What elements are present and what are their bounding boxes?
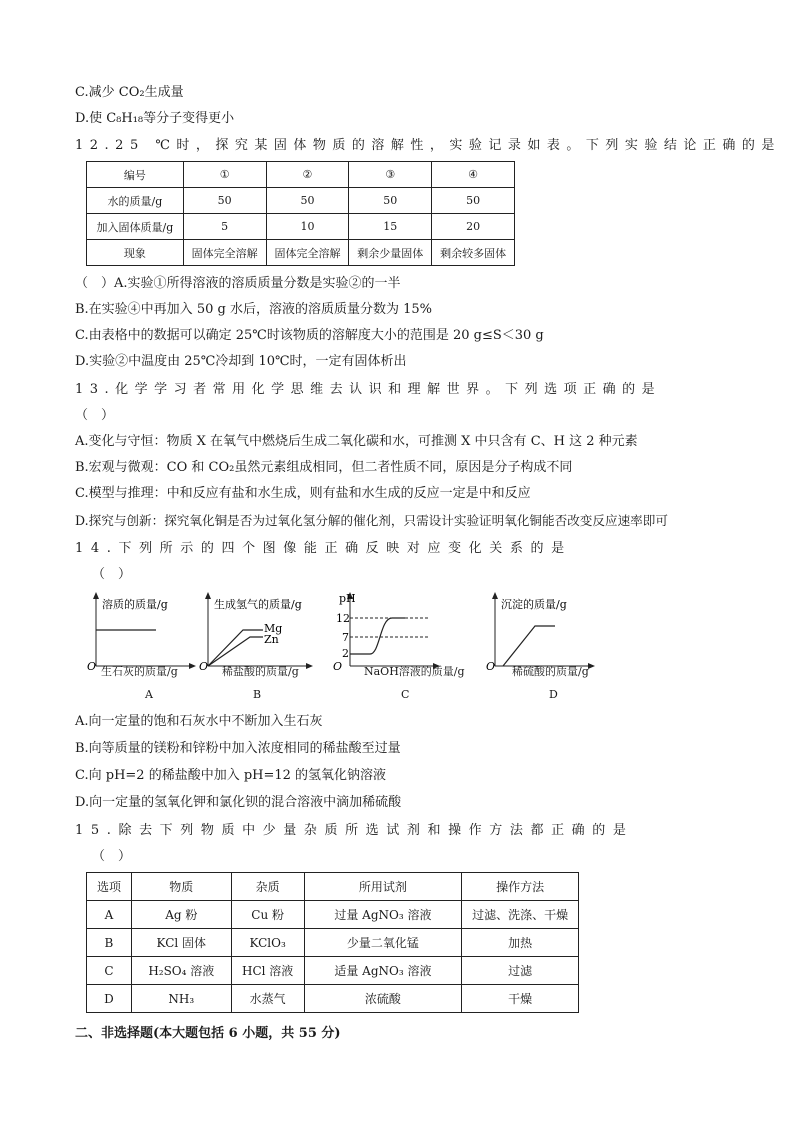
graph-d-letter: D: [549, 688, 558, 701]
graph-b-zn-line: [208, 637, 263, 666]
q12-table-cell: 50: [183, 188, 266, 214]
q12-table: [86, 161, 515, 266]
q15-table-cell: 水蒸气: [231, 985, 304, 1013]
q15-table-cell: 物质: [131, 873, 231, 901]
graph-c-curve: [350, 618, 405, 654]
q15-table-cell: Cu 粉: [231, 901, 304, 929]
q15-table-cell: 浓硫酸: [304, 985, 462, 1013]
q14-paren: （ ）: [92, 567, 132, 582]
q12-option-b: B.在实验④中再加入 50 g 水后，溶液的溶质质量分数为 15%: [75, 302, 432, 317]
q15-table-cell: 过滤、洗涤、干燥: [462, 901, 579, 929]
q13-option-d: D.探究与创新：探究氧化铜是否为过氧化氢分解的催化剂，只需设计实验证明氧化铜能否改变反应速率即可: [75, 513, 668, 528]
q12-table-cell: 剩余较多固体: [432, 240, 515, 266]
q12-table-cell: ②: [266, 162, 349, 188]
graph-c-tick-12: 12: [336, 612, 350, 625]
graph-d-origin: O: [486, 660, 496, 672]
q14-option-b: B.向等质量的镁粉和锌粉中加入浓度相同的稀盐酸至过量: [75, 741, 401, 756]
graph-d-line: [503, 626, 555, 666]
q12-table-row: [87, 240, 515, 266]
q12-option-c: C.由表格中的数据可以确定 25℃时该物质的溶解度大小的范围是 20 g≤S＜30 g: [75, 328, 544, 343]
q15-table-cell: 过滤: [462, 957, 579, 985]
q15-table-cell: NH₃: [131, 985, 231, 1013]
graph-a-ylabel: 溶质的质量/g: [102, 598, 168, 611]
q15-table-cell: KCl 固体: [131, 929, 231, 957]
q15-table-row: [87, 901, 579, 929]
q12-table-cell: 水的质量/g: [87, 188, 184, 214]
q14-option-c: C.向 pH=2 的稀盐酸中加入 pH=12 的氢氧化钠溶液: [75, 768, 387, 783]
q14-option-a: A.向一定量的饱和石灰水中不断加入生石灰: [75, 714, 323, 729]
q15-table-row: [87, 929, 579, 957]
q12-table-row: [87, 214, 515, 240]
graph-c: [330, 590, 442, 672]
q14-option-d: D.向一定量的氢氧化钾和氯化钡的混合溶液中滴加稀硫酸: [75, 795, 402, 810]
q13-paren: （ ）: [75, 408, 115, 423]
graph-b-ylabel: 生成氢气的质量/g: [214, 598, 302, 611]
q14-stem: 14.下列所示的四个图像能正确反映对应变化关系的是: [75, 541, 572, 556]
q15-table-row: [87, 985, 579, 1013]
q13-option-a: A.变化与守恒：物质 X 在氧气中燃烧后生成二氧化碳和水，可推测 X 中只含有 C、H 这 2 种元素: [75, 434, 638, 449]
graph-b-xlabel: 稀盐酸的质量/g: [222, 665, 299, 678]
q15-table-cell: C: [87, 957, 132, 985]
graph-c-tick-2: 2: [342, 647, 349, 660]
q12-table-header-row: [87, 162, 515, 188]
q12-table-cell: ④: [432, 162, 515, 188]
q12-table-cell: 15: [349, 214, 432, 240]
q12-table-cell: 固体完全溶解: [183, 240, 266, 266]
q12-table-cell: 50: [266, 188, 349, 214]
q12-table-row: [87, 188, 515, 214]
q13-option-c: C.模型与推理：中和反应有盐和水生成，则有盐和水生成的反应一定是中和反应: [75, 486, 531, 501]
q12-table-cell: 编号: [87, 162, 184, 188]
graph-c-origin: O: [333, 660, 343, 672]
q12-table-cell: 固体完全溶解: [266, 240, 349, 266]
q15-table-cell: H₂SO₄ 溶液: [131, 957, 231, 985]
graph-b-origin: O: [199, 660, 209, 672]
q12-table-cell: ①: [183, 162, 266, 188]
graph-d-ylabel: 沉淀的质量/g: [501, 598, 567, 611]
q15-table-cell: 操作方法: [462, 873, 579, 901]
q15-table-cell: Ag 粉: [131, 901, 231, 929]
q15-table-cell: B: [87, 929, 132, 957]
q12-table-cell: 加入固体质量/g: [87, 214, 184, 240]
q15-table-cell: 选项: [87, 873, 132, 901]
graph-b-mg-label: Mg: [264, 622, 283, 635]
q12-table-cell: 现象: [87, 240, 184, 266]
q15-stem: 15.除去下列物质中少量杂质所选试剂和操作方法都正确的是: [75, 823, 634, 838]
q12-option-a: （ ）A.实验①所得溶液的溶质质量分数是实验②的一半: [75, 276, 401, 291]
q15-table-cell: D: [87, 985, 132, 1013]
graph-c-letter: C: [401, 688, 410, 701]
graph-a-xlabel: 生石灰的质量/g: [101, 665, 178, 678]
q15-paren: （ ）: [92, 849, 132, 864]
graph-a: [86, 590, 198, 672]
graph-d: [485, 590, 597, 672]
graph-a-origin: O: [87, 660, 97, 672]
q11-option-d: D.使 C₈H₁₈等分子变得更小: [75, 111, 235, 126]
q15-table-cell: A: [87, 901, 132, 929]
graph-b-zn-label: Zn: [264, 633, 279, 646]
graph-b: [198, 590, 318, 672]
graph-d-xlabel: 稀硫酸的质量/g: [512, 665, 589, 678]
q12-table-cell: ③: [349, 162, 432, 188]
q15-table-cell: 杂质: [231, 873, 304, 901]
q15-table: [86, 872, 579, 1013]
section-2-title: 二、非选择题(本大题包括 6 小题，共 55 分): [75, 1026, 341, 1041]
graph-b-letter: B: [253, 688, 262, 701]
q15-table-cell: 少量二氧化锰: [304, 929, 462, 957]
q15-table-cell: 适量 AgNO₃ 溶液: [304, 957, 462, 985]
q12-option-d: D.实验②中温度由 25℃冷却到 10℃时，一定有固体析出: [75, 354, 407, 369]
q15-table-cell: 过量 AgNO₃ 溶液: [304, 901, 462, 929]
q15-table-cell: 加热: [462, 929, 579, 957]
q12-table-cell: 10: [266, 214, 349, 240]
q11-option-c: C.减少 CO₂生成量: [75, 85, 184, 100]
graph-a-letter: A: [145, 688, 153, 701]
q15-table-cell: 干燥: [462, 985, 579, 1013]
q12-table-cell: 20: [432, 214, 515, 240]
q12-table-cell: 5: [183, 214, 266, 240]
q12-table-cell: 剩余少量固体: [349, 240, 432, 266]
graph-c-ylabel: pH: [339, 592, 356, 605]
q15-table-header-row: [87, 873, 579, 901]
q13-option-b: B.宏观与微观：CO 和 CO₂虽然元素组成相同，但二者性质不同，原因是分子构成不同: [75, 460, 573, 475]
q15-table-cell: KClO₃: [231, 929, 304, 957]
q13-stem: 13.化学学习者常用化学思维去认识和理解世界。下列选项正确的是: [75, 382, 662, 397]
graph-c-tick-7: 7: [342, 631, 349, 644]
q15-table-cell: HCl 溶液: [231, 957, 304, 985]
q12-table-cell: 50: [432, 188, 515, 214]
q15-table-cell: 所用试剂: [304, 873, 462, 901]
graph-c-xlabel: NaOH溶液的质量/g: [364, 665, 465, 678]
q12-table-cell: 50: [349, 188, 432, 214]
q12-stem: 12.25 ℃时，探究某固体物质的溶解性，实验记录如表。下列实验结论正确的是: [75, 138, 781, 153]
q15-table-row: [87, 957, 579, 985]
